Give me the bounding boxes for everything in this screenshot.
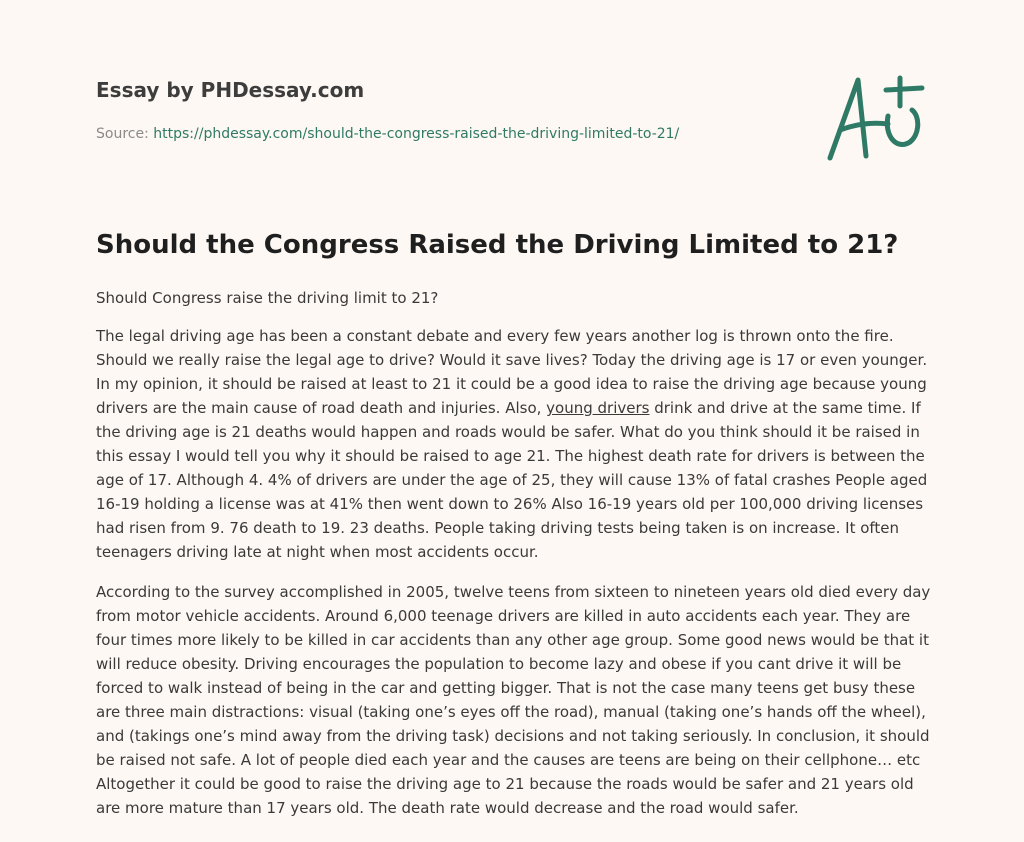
- source-link[interactable]: https://phdessay.com/should-the-congress-raised-the-driving-limited-to-21/: [153, 126, 680, 142]
- essay-paragraph-1: [96, 324, 932, 564]
- source-label: Source:: [96, 126, 154, 142]
- paragraph-1-text-start: The legal driving age has been a constant debate and every few years another log is thrown onto the fire. Should we really raise the legal age to drive? Would it save lives? Today the driving age is 17 or even younger. In my opinion, it should be raised at least to 21 it could be a good idea to raise the driving age because young drivers are the main cause of road death and injuries. Also,: [96, 327, 928, 417]
- essay-title: Should the Congress Raised the Driving Limited to 21?: [96, 230, 899, 260]
- source-line: [96, 124, 816, 144]
- essay-intro: Should Congress raise the driving limit to 21?: [96, 289, 439, 307]
- young-drivers-link[interactable]: young drivers: [546, 399, 650, 417]
- essay-body: [96, 286, 932, 836]
- essay-paragraph-2: According to the survey accomplished in 2005, twelve teens from sixteen to nineteen years old died every day from motor vehicle accidents. Around 6,000 teenage drivers are killed in auto accidents each year. They are four times more likely to be killed in car accidents than any other age group. Some good news would be that it will reduce obesity. Driving encourages the population to become lazy and obese if you cant drive it will be forced to walk instead of being in the car and getting bigger. That is not the case many teens get busy these are three main distractions: visual (taking one’s eyes off the road), manual (taking one’s hands off the wheel), and (takings one’s mind away from the driving task) decisions and not taking seriously. In conclusion, it should be raised not safe. A lot of people died each year and the causes are teens are being on their cellphone… etc Altogether it could be good to raise the driving age to 21 because the roads would be safer and 21 years old are more mature than 17 years old. The death rate would decrease and the road would safer.: [96, 583, 931, 817]
- page-header: [96, 76, 816, 144]
- a-plus-logo-icon: [822, 66, 930, 166]
- site-brand: Essay by PHDessay.com: [96, 78, 365, 102]
- paragraph-1-text-end: drink and drive at the same time. If the driving age is 21 deaths would happen and roads would be safer. What do you think should it be raised in this essay I would tell you why it should be raised to age 21. The highest death rate for drivers is between the age of 17. Although 4. 4% of drivers are under the age of 25, they will cause 13% of fatal crashes People aged 16-19 holding a license was at 41% then went down to 26% Also 16-19 years old per 100,000 driving licenses had risen from 9. 76 death to 19. 23 deaths. People taking driving tests being taken is on increase. It often teenagers driving late at night when most accidents occur.: [96, 399, 928, 561]
